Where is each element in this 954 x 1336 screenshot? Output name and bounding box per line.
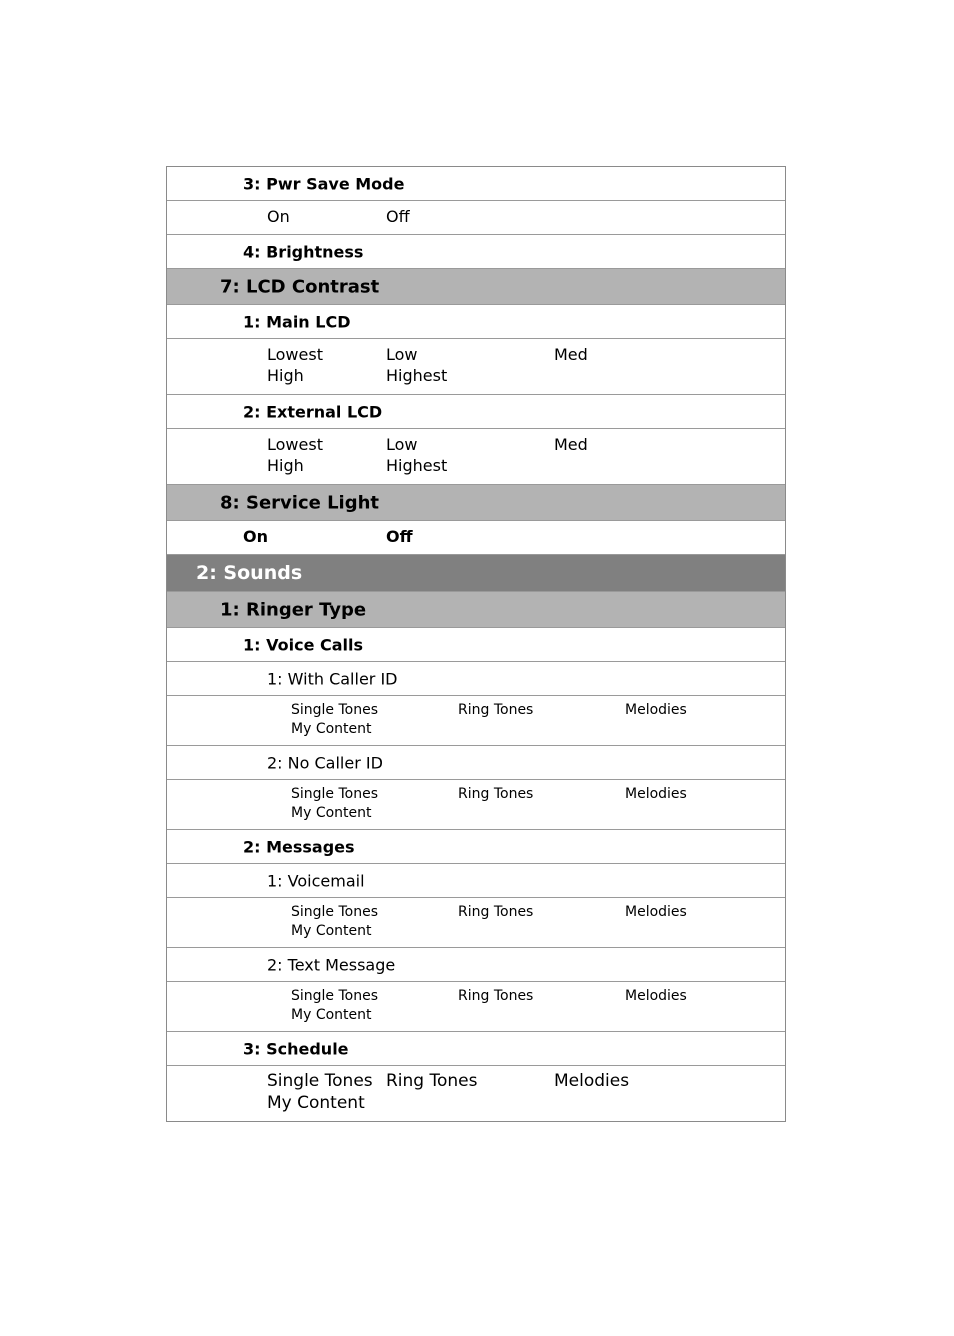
option-lowest: Lowest: [267, 435, 323, 454]
option-single-tones: Single Tones: [291, 702, 379, 718]
menu-table: [166, 166, 786, 1122]
menu-item-label: 2: Text Message: [267, 955, 396, 974]
option-ring-tones: Ring Tones: [458, 988, 534, 1004]
option-highest: Highest: [386, 456, 448, 475]
menu-item-no-caller-id: [167, 746, 785, 780]
menu-item-voice-calls: [167, 628, 785, 662]
menu-item-external-lcd: [167, 395, 785, 429]
section-sounds: [167, 555, 785, 592]
section-label: 7: LCD Contrast: [220, 276, 380, 297]
menu-item-label: 1: Voice Calls: [243, 635, 364, 654]
option-on: On: [267, 207, 290, 226]
options-text-message: [167, 982, 785, 1032]
options-external-lcd: [167, 429, 785, 485]
option-ring-tones: Ring Tones: [458, 904, 534, 920]
option-low: Low: [386, 435, 418, 454]
section-lcd-contrast: [167, 269, 785, 305]
option-melodies: Melodies: [625, 904, 687, 920]
section-label: 1: Ringer Type: [220, 599, 367, 620]
option-single-tones: Single Tones: [267, 1071, 373, 1091]
option-low: Low: [386, 345, 418, 364]
menu-item-label: 2: External LCD: [243, 402, 383, 421]
option-highest: Highest: [386, 366, 448, 385]
menu-item-messages: [167, 830, 785, 864]
menu-item-label: 2: Messages: [243, 837, 355, 856]
options-main-lcd: [167, 339, 785, 395]
option-my-content: My Content: [291, 1007, 372, 1023]
option-my-content: My Content: [267, 1093, 365, 1113]
menu-item-brightness: [167, 235, 785, 269]
options-voicemail: [167, 898, 785, 948]
menu-item-text-message: [167, 948, 785, 982]
options-no-caller-id: [167, 780, 785, 830]
menu-item-label: 1: Main LCD: [243, 312, 351, 331]
option-off: Off: [386, 527, 413, 546]
options-schedule: [167, 1066, 785, 1121]
option-my-content: My Content: [291, 923, 372, 939]
menu-item-schedule: [167, 1032, 785, 1066]
option-med: Med: [554, 435, 588, 454]
options-with-caller-id: [167, 696, 785, 746]
menu-item-label: 3: Pwr Save Mode: [243, 174, 405, 193]
section-service-light: [167, 485, 785, 521]
menu-item-label: 2: No Caller ID: [267, 753, 383, 772]
option-ring-tones: Ring Tones: [458, 786, 534, 802]
menu-item-label: 1: With Caller ID: [267, 669, 398, 688]
option-off: Off: [386, 207, 410, 226]
section-ringer-type: [167, 592, 785, 628]
option-single-tones: Single Tones: [291, 786, 379, 802]
options-pwr-save-mode: [167, 201, 785, 235]
section-label: 2: Sounds: [196, 562, 303, 584]
option-melodies: Melodies: [625, 702, 687, 718]
option-melodies: Melodies: [625, 786, 687, 802]
menu-item-main-lcd: [167, 305, 785, 339]
option-high: High: [267, 456, 304, 475]
option-single-tones: Single Tones: [291, 988, 379, 1004]
option-ring-tones: Ring Tones: [386, 1071, 478, 1091]
option-melodies: Melodies: [554, 1071, 630, 1091]
option-high: High: [267, 366, 304, 385]
menu-item-with-caller-id: [167, 662, 785, 696]
option-single-tones: Single Tones: [291, 904, 379, 920]
menu-item-label: 3: Schedule: [243, 1039, 349, 1058]
option-on: On: [243, 527, 268, 546]
option-ring-tones: Ring Tones: [458, 702, 534, 718]
option-med: Med: [554, 345, 588, 364]
option-melodies: Melodies: [625, 988, 687, 1004]
section-label: 8: Service Light: [220, 492, 380, 513]
menu-item-voicemail: [167, 864, 785, 898]
menu-item-pwr-save-mode: [167, 167, 785, 201]
menu-item-label: 1: Voicemail: [267, 871, 365, 890]
option-my-content: My Content: [291, 805, 372, 821]
options-service-light: [167, 521, 785, 555]
option-lowest: Lowest: [267, 345, 323, 364]
menu-item-label: 4: Brightness: [243, 242, 364, 261]
option-my-content: My Content: [291, 721, 372, 737]
